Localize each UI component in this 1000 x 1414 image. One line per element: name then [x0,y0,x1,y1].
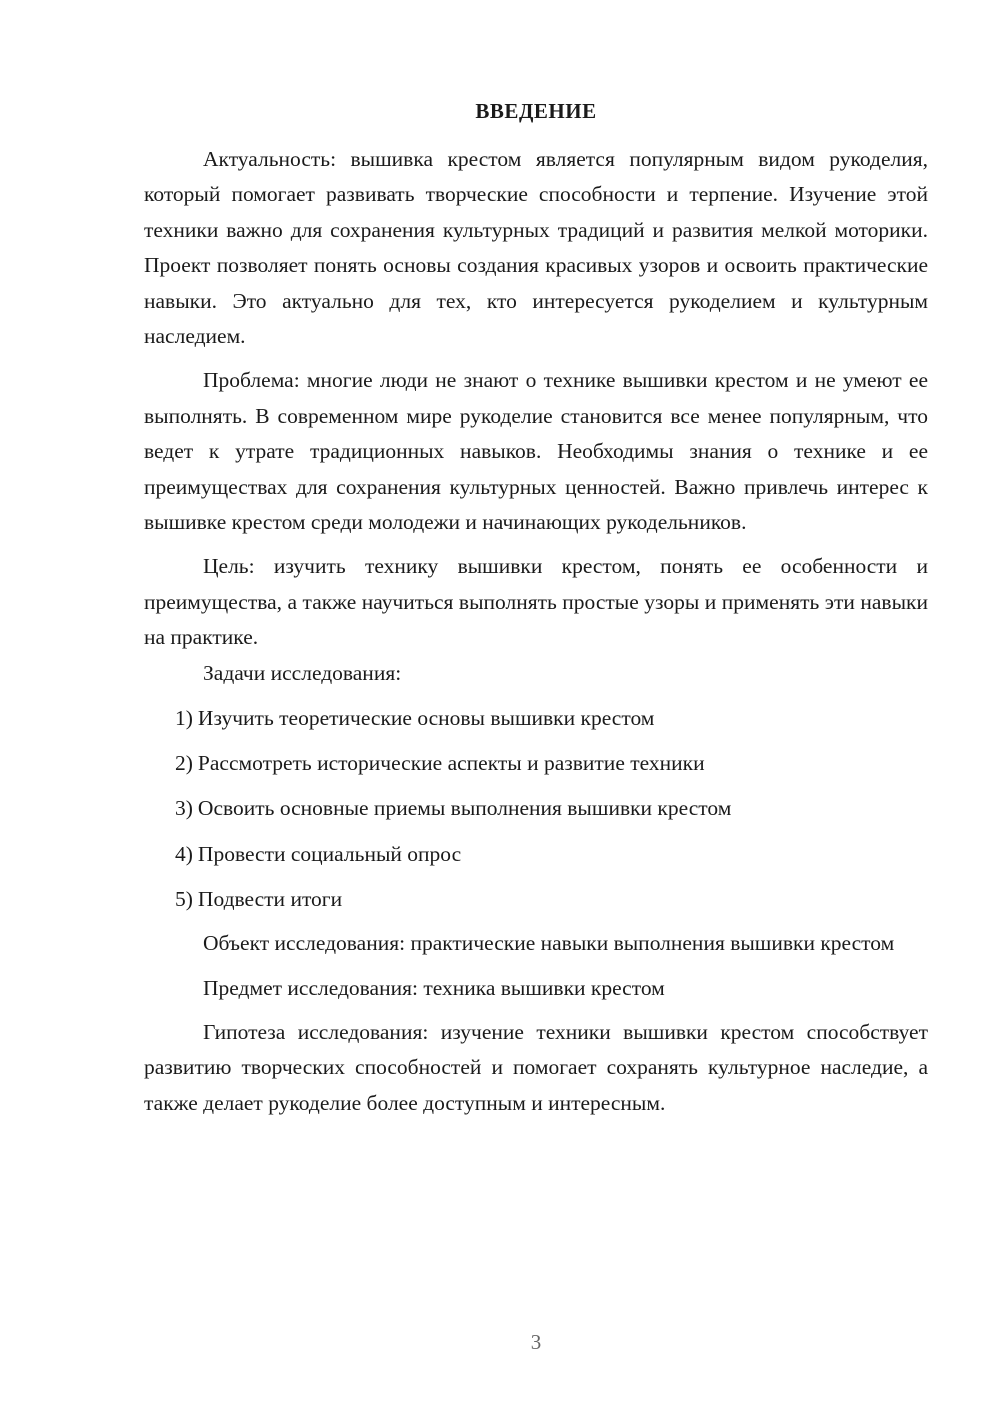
page-title: ВВЕДЕНИЕ [475,99,597,123]
document-page [144,0,928,1414]
list-item [144,791,928,826]
list-item [144,701,928,736]
task-text: Рассмотреть исторические аспекты и развитие техники [197,751,705,776]
tasks-heading: Задачи исследования: [203,660,402,685]
task-number: 1) [175,705,193,730]
subject-paragraph: Предмет исследования: техника вышивки крестом [203,975,665,1000]
task-number: 2) [175,751,193,776]
relevance-paragraph: Актуальность: вышивка крестом является популярным видом рукоделия, который помогает развивать творческие способности и терпение. Изучение этой техники важно для сохранения культурных традиций и развития мелкой моторики. Проект позволяет понять основы создания красивых узоров и освоить практические навыки. Это актуально для тех, кто интересуется рукоделием и культурным наследием. [144,147,928,349]
task-text: Провести социальный опрос [197,841,462,866]
page-number: 3 [530,1330,542,1354]
task-number: 3) [175,796,193,821]
list-item [144,746,928,781]
task-number: 4) [175,841,193,866]
task-text: Освоить основные приемы выполнения вышивки крестом [197,796,732,821]
task-text: Изучить теоретические основы вышивки крестом [197,705,655,730]
problem-paragraph: Проблема: многие люди не знают о технике вышивки крестом и не умеют ее выполнять. В современном мире рукоделие становится все менее популярным, что ведет к утрате традиционных навыков. Необходимы знания о технике и ее преимуществах для сохранения культурных ценностей. Важно привлечь интерес к вышивке крестом среди молодежи и начинающих рукодельников. [144,368,928,535]
task-number: 5) [175,886,193,911]
list-item [144,837,928,872]
object-paragraph: Объект исследования: практические навыки выполнения вышивки крестом [203,931,895,956]
goal-paragraph: Цель: изучить технику вышивки крестом, понять ее особенности и преимущества, а также научиться выполнять простые узоры и применять эти навыки на практике. [144,554,928,650]
list-item [144,882,928,917]
task-text: Подвести итоги [197,886,343,911]
document-body [144,142,928,1121]
hypothesis-paragraph: Гипотеза исследования: изучение техники вышивки крестом способствует развитию творческих способностей и помогает сохранять культурное наследие, а также делает рукоделие более доступным и интересным. [144,1019,928,1115]
tasks-list [144,701,928,917]
